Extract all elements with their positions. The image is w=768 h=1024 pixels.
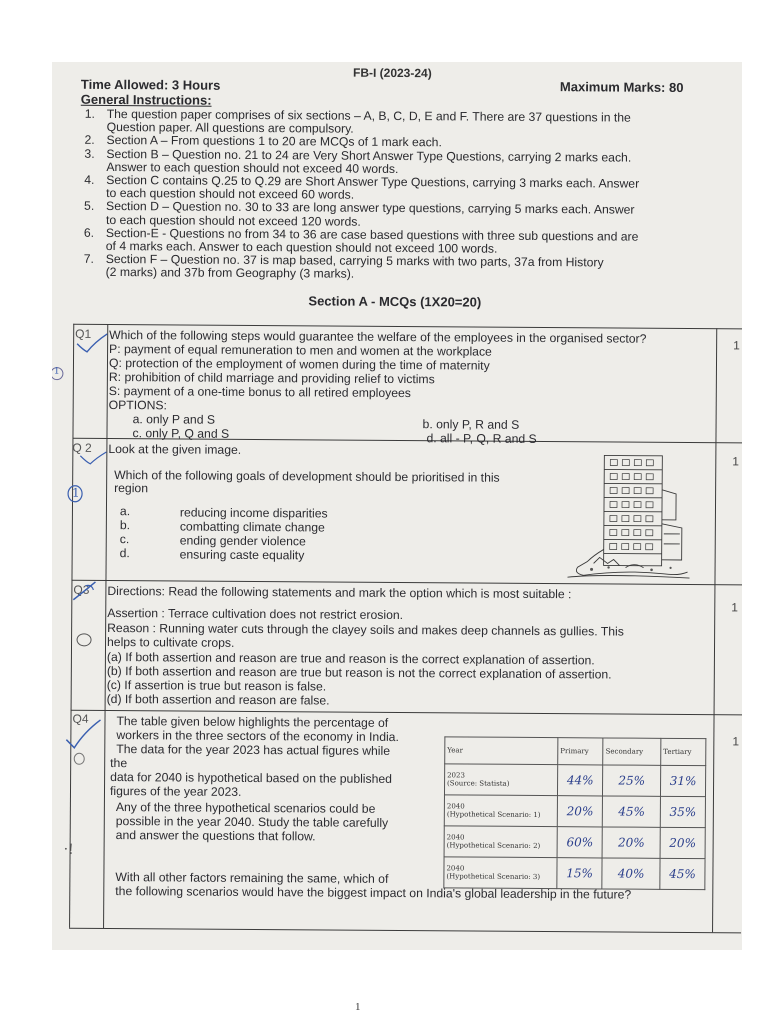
q1-statement-p: P: payment of equal remuneration to men and women at the workplace	[109, 341, 492, 359]
empty-circle-icon	[72, 752, 86, 766]
table-header: Year	[445, 737, 558, 765]
q4-question-2: the following scenarios would have the biggest impact on India's global leadership in the future?	[115, 884, 632, 902]
q4-text-line: Any of the three hypothetical scenarios could be	[115, 800, 376, 816]
table-cell: 31%	[661, 765, 706, 796]
q4-text-line: the	[110, 756, 128, 771]
q2-option-letter: b.	[119, 518, 131, 533]
time-allowed: Time Allowed: 3 Hours	[80, 76, 221, 93]
table-cell: 20%	[602, 827, 660, 858]
q2-stem: Which of the following goals of development should be prioritised in this	[114, 468, 500, 485]
q1-option-b: b. only P, R and S	[422, 417, 520, 432]
table-cell: 60%	[557, 827, 603, 858]
q3-option-b: (b) If both assertion and reason are true but reason is not the correct explanation of assertion.	[106, 663, 612, 682]
q1-options-label: OPTIONS:	[108, 397, 167, 413]
margin-mark: ·!	[63, 841, 74, 858]
table-cell: 40%	[602, 858, 660, 889]
q4-text-line: The table given below highlights the percentage of	[116, 714, 389, 730]
table-cell-year: 2040 (Hypothetical Scenario: 1)	[444, 795, 557, 827]
q4-text-line: data for 2040 is hypothetical based on the published	[110, 770, 393, 786]
table-cell-year: 2023 (Source: Statista)	[444, 764, 557, 796]
page-number: 1	[355, 1001, 361, 1013]
tick-mark-icon	[64, 718, 102, 750]
table-cell: 44%	[557, 765, 603, 796]
instruction-item: 4. Section C contains Q.25 to Q.29 are Short Answer Type Questions, carrying 3 marks each. Answer to each question should not exceed 60 words.	[84, 172, 640, 202]
q2-option-a: reducing income disparities	[179, 505, 328, 521]
sector-workers-table	[443, 736, 706, 890]
instruction-item: 7. Section F – Question no. 37 is map based, carrying 5 marks with two parts, 37a from History (2 marks) and 37b from Geography (3 marks).	[83, 252, 604, 282]
q2-option-b: combatting climate change	[179, 519, 325, 535]
table-cell: 15%	[557, 858, 603, 889]
q2-option-letter: c.	[119, 532, 130, 547]
table-row	[444, 795, 705, 828]
q3-directions: Directions: Read the following statements and mark the option which is most suitable :	[107, 583, 572, 602]
section-a-title: Section A - MCQs (1X20=20)	[308, 293, 482, 310]
table-cell: 45%	[660, 858, 705, 889]
q1-option-c: c. only P, Q and S	[132, 426, 230, 441]
table-row	[444, 826, 705, 859]
q2-option-letter: a.	[119, 504, 131, 519]
question-marks: 1	[733, 338, 740, 353]
q4-text-line: figures of the year 2023.	[109, 784, 242, 799]
question-number: Q3	[73, 582, 90, 597]
q1-statement-r: R: prohibition of child marriage and providing relief to victims	[108, 369, 435, 387]
instruction-item: 6. Section-E - Questions no from 34 to 36 are case based questions with three sub questions and are of 4 marks each. Answer to each question should not exceed 100 words.	[83, 225, 639, 256]
table-row	[444, 857, 705, 890]
q1-stem: Which of the following steps would guarantee the welfare of the employees in the organised sector?	[109, 327, 647, 346]
q2-option-letter: d.	[119, 546, 130, 561]
maximum-marks: Maximum Marks: 80	[559, 79, 684, 95]
table-cell: 35%	[660, 796, 705, 827]
question-number: Q4	[72, 711, 89, 726]
q1-option-a: a. only P and S	[132, 412, 216, 427]
instruction-item: 3. Section B – Question no. 21 to 24 are Very Short Answer Type Questions, carrying 2 marks each. Answer to each question should not exceed 40 words.	[84, 146, 632, 176]
instructions-list	[84, 108, 725, 284]
tick-mark-icon	[78, 450, 108, 466]
q4-question: With all other factors remaining the same, which of	[115, 870, 389, 886]
q2-option-d: ensuring caste equality	[179, 547, 305, 563]
q4-text-line: workers in the three sectors of the economy in India.	[116, 728, 399, 745]
q3-assertion: Assertion : Terrace cultivation does not restrict erosion.	[107, 605, 404, 623]
question-number: Q 2	[72, 440, 92, 455]
question-number: Q1	[75, 326, 92, 341]
q3-reason: Reason : Running water cuts through the clayey soils and makes deep channels as gullies. This	[107, 620, 624, 639]
instruction-item: 1. The question paper comprises of six sections – A, B, C, D, E and F. There are 37 questions in the Question paper. All questions are compulsory.	[84, 106, 631, 136]
table-cell: 20%	[557, 796, 603, 827]
q2-stem-2: region	[114, 481, 149, 496]
tick-mark-icon	[75, 332, 109, 354]
q1-option-d: d. all - P, Q, R and S	[426, 431, 537, 446]
grid-line	[69, 928, 741, 934]
q2-option-c: ending gender violence	[179, 533, 306, 549]
building-sketch-image	[563, 449, 694, 582]
q4-text-line: The data for the year 2023 has actual figures while	[116, 742, 391, 758]
q2-intro: Look at the given image.	[108, 441, 242, 457]
exam-sheet	[52, 62, 742, 950]
q3-option-a: (a) If both assertion and reason are true and reason is the correct explanation of assertion.	[106, 649, 595, 668]
table-cell: 25%	[603, 765, 661, 796]
grid-line	[69, 324, 74, 928]
question-marks: 1	[731, 600, 739, 615]
table-cell: 20%	[660, 827, 705, 858]
table-cell-year: 2040 (Hypothetical Scenario: 3)	[444, 857, 557, 889]
q3-option-d: (d) If both assertion and reason are false.	[106, 691, 330, 708]
general-instructions-heading: General Instructions:	[80, 91, 212, 108]
table-cell: 45%	[603, 796, 661, 827]
table-header: Primary	[558, 738, 604, 765]
question-marks: 1	[732, 734, 740, 749]
circled-number-text: 1	[53, 366, 60, 377]
instruction-item: 5. Section D – Question no. 30 to 33 are long answer type questions, carrying 5 marks each. Answer to each question should not exceed 120 words.	[84, 199, 635, 229]
q3-reason-2: helps to cultivate crops.	[106, 634, 235, 650]
scanned-page-photo	[52, 62, 742, 950]
q3-option-c: (c) If assertion is true but reason is false.	[106, 677, 327, 694]
table-header: Tertiary	[661, 738, 706, 765]
paper-code: FB-I (2023-24)	[352, 65, 432, 81]
question-marks: 1	[732, 454, 740, 469]
strike-mark-icon	[69, 580, 99, 604]
table-row	[444, 764, 705, 797]
table-header-row	[445, 737, 706, 766]
q4-text-line: and answer the questions that follow.	[115, 828, 316, 844]
circled-number-text: 1	[72, 485, 80, 500]
grid-line	[712, 328, 717, 932]
q4-text-line: possible in the year 2040. Study the table carefully	[115, 814, 389, 830]
table-cell-year: 2040 (Hypothetical Scenario: 2)	[444, 826, 557, 858]
q1-statement-q: Q: protection of the employment of women during the time of maternity	[108, 355, 490, 373]
table-header: Secondary	[603, 738, 661, 765]
empty-circle-icon	[75, 632, 93, 648]
q1-statement-s: S: payment of a one-time bonus to all retired employees	[108, 383, 411, 401]
instruction-item: 2. Section A – From questions 1 to 20 are MCQs of 1 mark each.	[84, 133, 442, 150]
